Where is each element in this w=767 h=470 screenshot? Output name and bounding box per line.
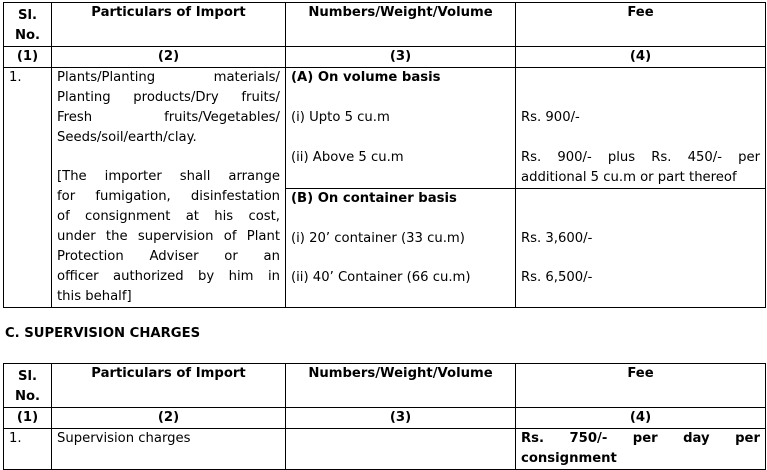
table-header-row — [4, 3, 766, 47]
volume-above-5-label: (ii) Above 5 cu.m — [291, 150, 404, 165]
table-header-row — [4, 364, 766, 408]
fee-20ft: Rs. 3,600/- — [521, 231, 593, 246]
column-number-row — [4, 408, 766, 429]
quantity-cell — [286, 68, 516, 308]
particulars-line: Planting products/Dry fruits/ — [57, 90, 280, 105]
fee-upto-5: Rs. 900/- — [521, 110, 580, 125]
particulars-line: Plants/Planting materials/ — [57, 70, 280, 85]
fee-above-5-line: Rs. 900/- plus Rs. 450/- per — [521, 150, 760, 165]
supervision-fee-cell — [516, 429, 766, 470]
fee-above-5-line: additional 5 cu.m or part thereof — [521, 170, 737, 185]
table-row — [4, 429, 766, 470]
container-40ft-label: (ii) 40’ Container (66 cu.m) — [291, 270, 471, 285]
container-20ft-label: (i) 20’ container (33 cu.m) — [291, 231, 465, 246]
column-number-row — [4, 47, 766, 68]
col-number: (3) — [286, 408, 516, 429]
fee-40ft: Rs. 6,500/- — [521, 270, 593, 285]
section-a-heading: (A) On volume basis — [291, 70, 441, 85]
note-line: Protection Adviser or an — [57, 249, 280, 264]
header-fee: Fee — [516, 364, 766, 408]
row-sl-number: 1. — [4, 429, 52, 470]
volume-upto-5-label: (i) Upto 5 cu.m — [291, 110, 390, 125]
supervision-fee-line: consignment — [521, 451, 617, 466]
supervision-quantity — [286, 429, 516, 470]
particulars-cell — [52, 68, 286, 308]
note-line: [The importer shall arrange — [57, 169, 280, 184]
col-number: (4) — [516, 408, 766, 429]
col-number: (2) — [52, 47, 286, 68]
particulars-line: Seeds/soil/earth/clay. — [57, 130, 197, 145]
note-line: under the supervision of Plant — [57, 229, 280, 244]
import-fee-table — [3, 2, 766, 308]
header-fee: Fee — [516, 3, 766, 47]
header-quantity: Numbers/Weight/Volume — [286, 3, 516, 47]
col-number: (3) — [286, 47, 516, 68]
note-line: officer authorized by him in — [57, 269, 280, 284]
header-sl-no: Sl. No. — [4, 364, 52, 408]
table-row — [4, 68, 766, 308]
col-number: (2) — [52, 408, 286, 429]
col-number: (4) — [516, 47, 766, 68]
section-b-heading: (B) On container basis — [291, 191, 457, 206]
col-number: (1) — [4, 408, 52, 429]
header-particulars: Particulars of Import — [52, 364, 286, 408]
header-sl-no: Sl. No. — [4, 3, 52, 47]
section-title: C. SUPERVISION CHARGES — [5, 326, 201, 341]
fee-cell — [516, 68, 766, 308]
particulars-line: Fresh fruits/Vegetables/ — [57, 110, 280, 125]
supervision-fee-line: Rs. 750/- per day per — [521, 431, 760, 446]
header-particulars: Particulars of Import — [52, 3, 286, 47]
row-sl-number: 1. — [4, 68, 52, 308]
supervision-fee-table — [3, 363, 766, 470]
col-number: (1) — [4, 47, 52, 68]
note-line: of consignment at his cost, — [57, 209, 280, 224]
supervision-particulars: Supervision charges — [52, 429, 286, 470]
note-line: this behalf] — [57, 289, 132, 304]
note-line: for fumigation, disinfestation — [57, 189, 280, 204]
header-quantity: Numbers/Weight/Volume — [286, 364, 516, 408]
